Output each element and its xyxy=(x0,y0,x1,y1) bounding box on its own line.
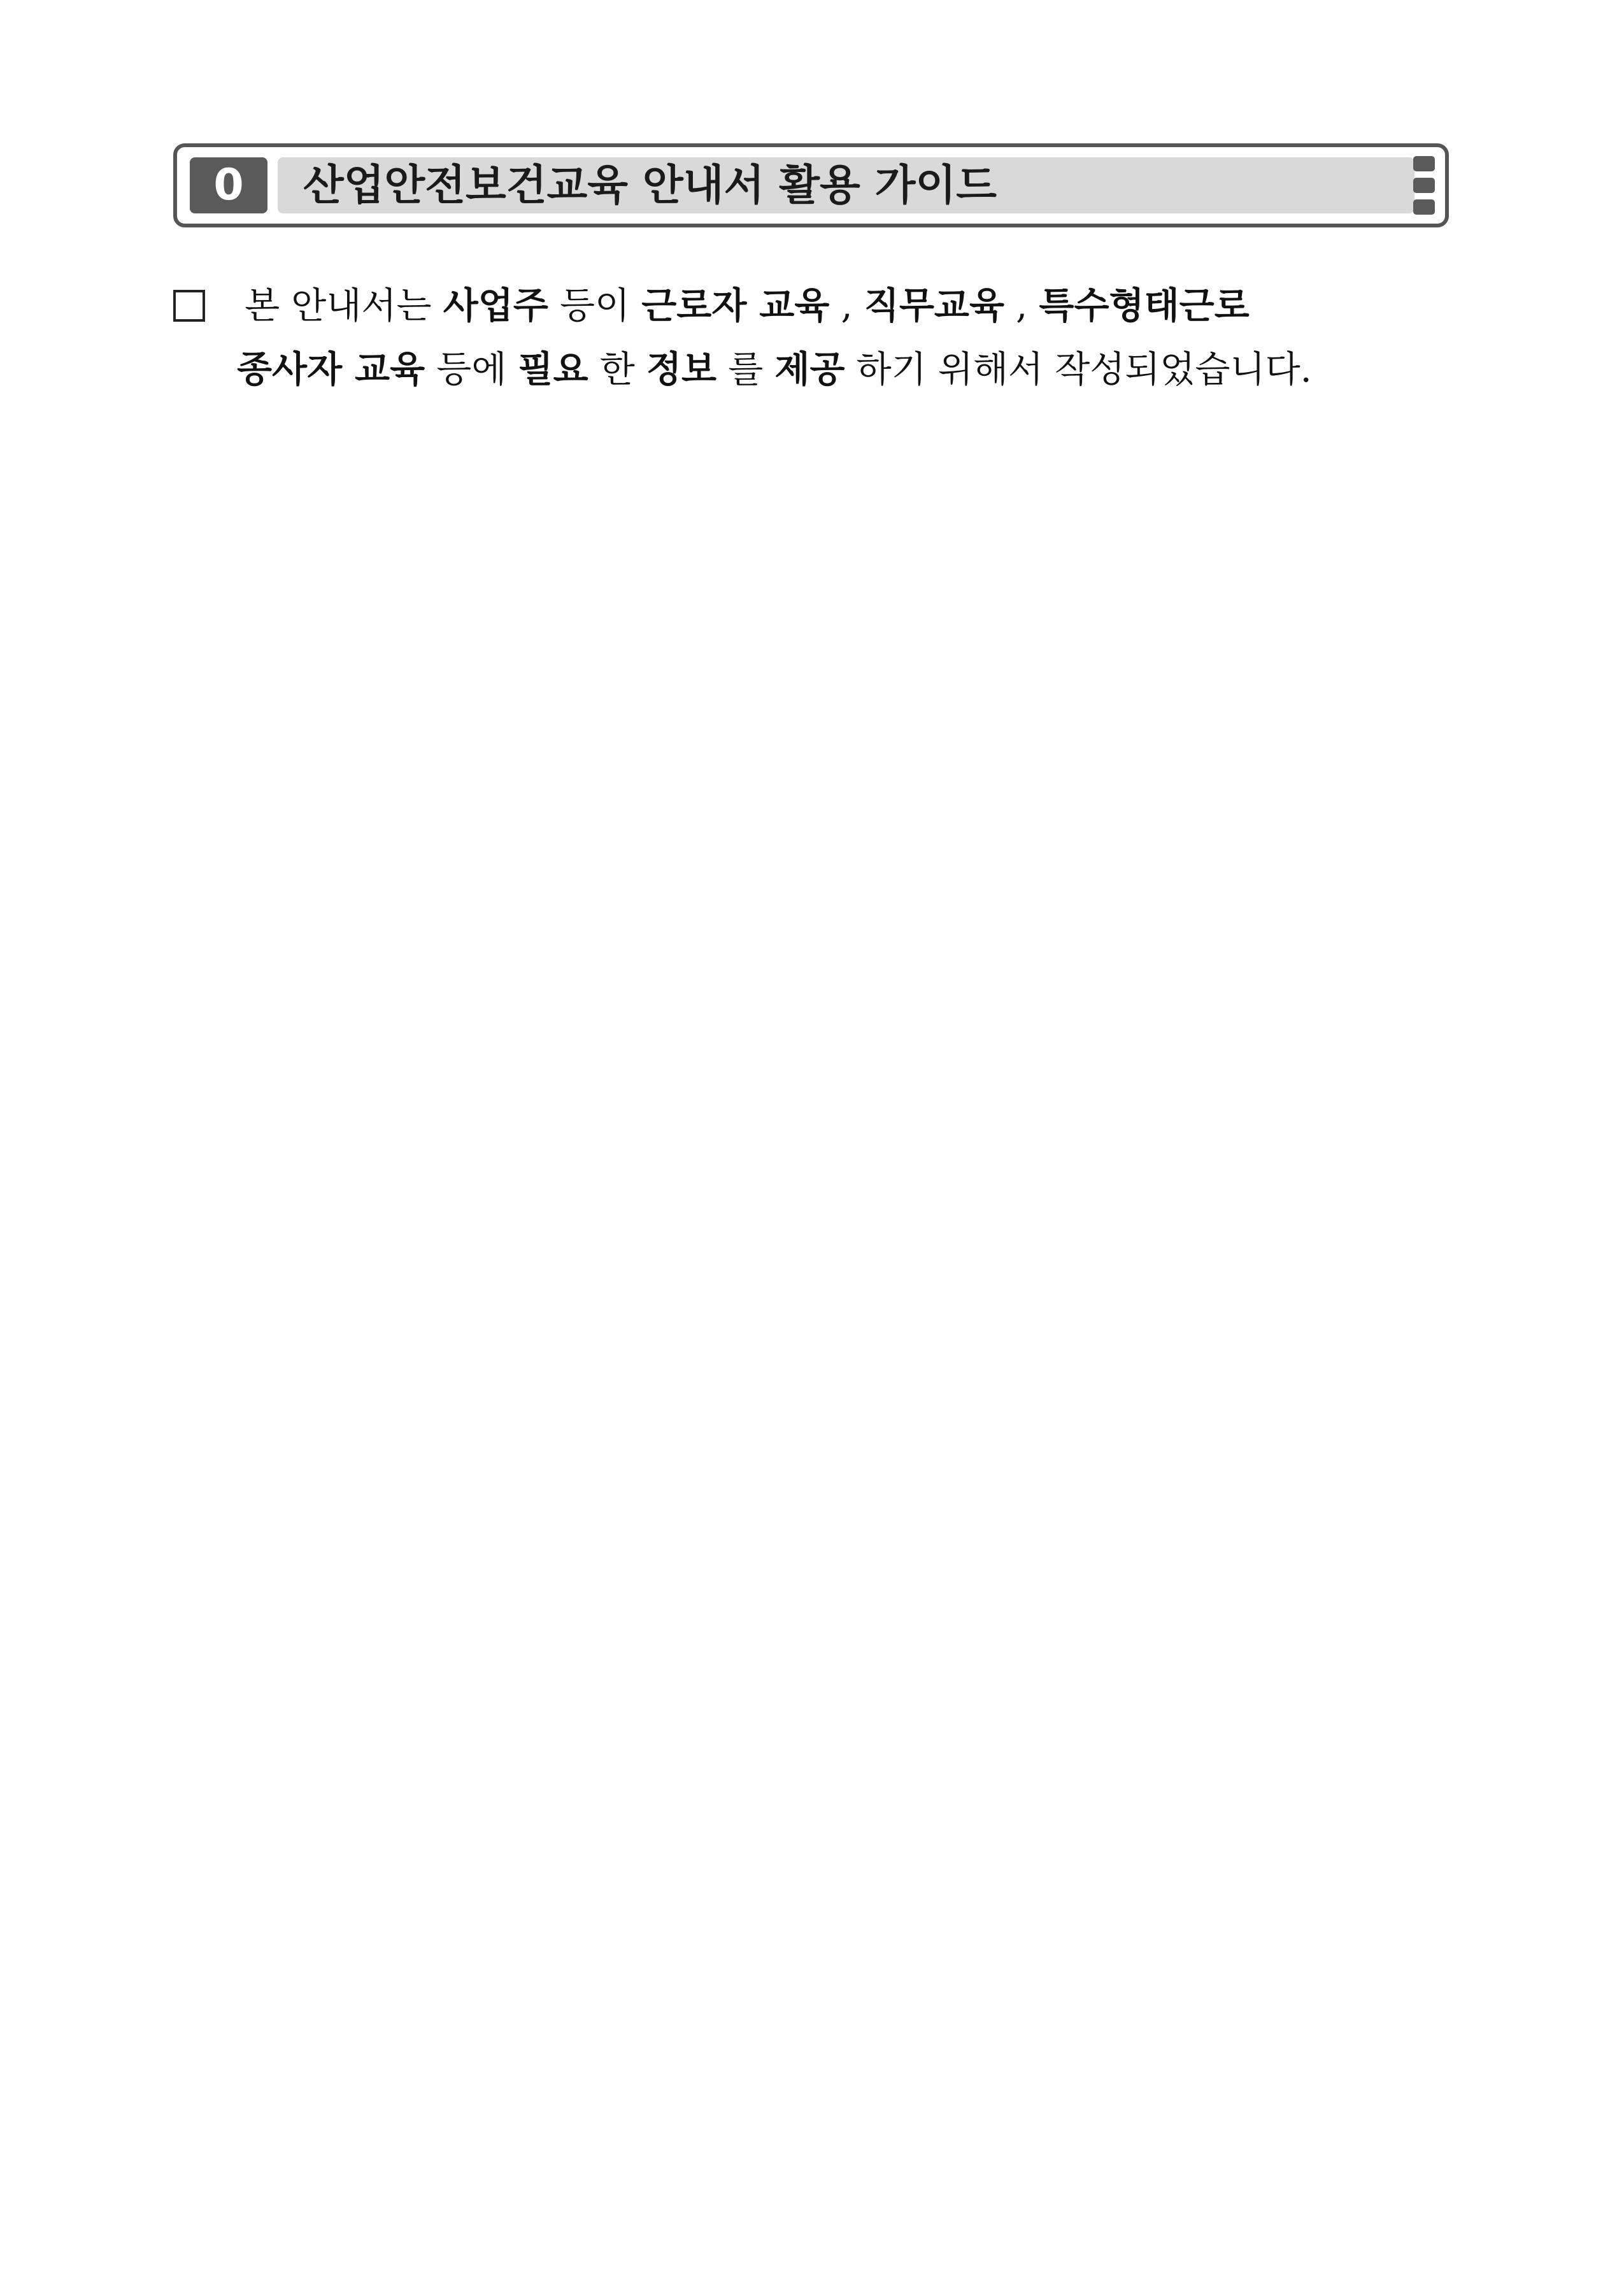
intro-segment: , xyxy=(1016,285,1039,327)
intro-segment: 등에 xyxy=(436,348,518,391)
section-title: 산업안전보건교육 안내서 활용 가이드 xyxy=(303,161,997,210)
section-number-badge: 0 xyxy=(190,157,267,213)
intro-line-2 xyxy=(237,338,1453,401)
intro-segment: 본 안내서는 xyxy=(245,285,443,327)
title-side-marks xyxy=(1413,156,1435,215)
intro-segment: 사업주 xyxy=(443,284,548,327)
intro-segment: , xyxy=(841,285,864,327)
section-title-banner xyxy=(173,143,1449,227)
intro-segment: 직무교육 xyxy=(864,284,1005,327)
intro-segment: 를 xyxy=(728,348,775,391)
side-mark xyxy=(1413,156,1435,171)
side-mark xyxy=(1413,199,1435,215)
intro-segment: 제공 xyxy=(774,348,845,391)
intro-segment: 근로자 교육 xyxy=(641,284,830,327)
intro-line-1 xyxy=(173,274,1453,338)
checkbox-bullet-icon xyxy=(173,290,205,322)
section-title-bar xyxy=(278,157,1414,213)
intro-segment: 등이 xyxy=(560,285,642,327)
intro-segment: 하기 위해서 작성되었습니다. xyxy=(856,348,1312,391)
intro-segment: 특수형태근로 xyxy=(1039,284,1250,327)
intro-segment: 종사자 교육 xyxy=(237,348,425,391)
side-mark xyxy=(1413,178,1435,193)
intro-segment: 필요 xyxy=(518,348,588,391)
intro-segment: 정보 xyxy=(646,348,717,391)
intro-segment: 한 xyxy=(599,348,646,391)
